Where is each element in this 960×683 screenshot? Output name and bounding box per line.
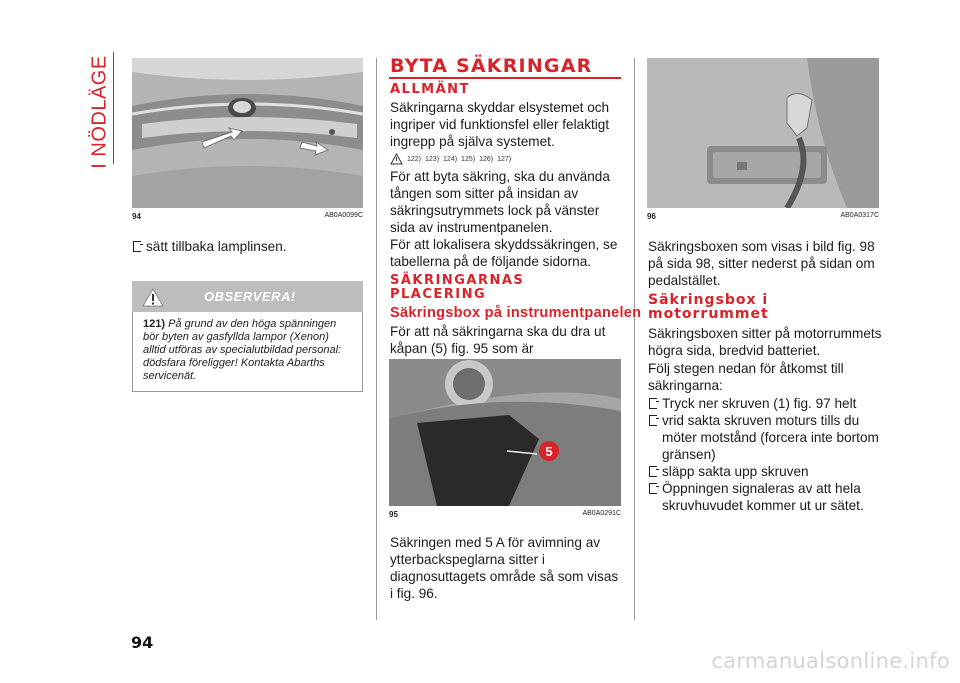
step-text: släpp sakta upp skruven: [662, 464, 809, 479]
figure-96-image: [647, 58, 879, 208]
section-tab: [88, 52, 112, 172]
step-text: Öppningen signaleras av att hela skruvhuvudet kommer ut ur sätet.: [662, 481, 864, 513]
paragraph: Säkringsboxen som visas i bild fig. 98 på sida 98, sitter nederst på sidan om pedalstället.: [648, 239, 875, 288]
step-item: [132, 238, 367, 255]
section-tab-rule: [113, 52, 114, 164]
figure-number: 94: [132, 212, 141, 221]
step-text: sätt tillbaka lamplinsen.: [146, 239, 287, 254]
step-text: Tryck ner skruven (1) fig. 97 helt: [662, 396, 857, 411]
subheading-motorrum: Säkringsbox i motorrummet: [648, 292, 769, 322]
paragraph: Säkringen med 5 A för avimning av ytterbackspeglarna sitter i diagnosuttagets område så som visas i fig. 96.: [390, 535, 619, 601]
figure-94-caption: [132, 212, 363, 221]
warning-title: OBSERVERA!: [204, 289, 296, 304]
ref: 122): [407, 155, 422, 163]
checkbox-bullet-icon: [649, 466, 657, 477]
callout-5: 5: [545, 444, 553, 459]
figure-94-image: [132, 58, 363, 208]
page-number: 94: [131, 633, 154, 652]
paragraph: För att nå säkringarna ska du dra ut kåpan (5) fig. 95 som är: [390, 324, 606, 356]
section-tab-label: I NÖDLÄGE: [88, 55, 111, 169]
warning-body: [132, 312, 363, 392]
step-item: [648, 412, 884, 463]
column-divider: [634, 58, 635, 620]
ref: 123): [425, 155, 440, 163]
step-item: [648, 463, 884, 480]
warning-text: På grund av den höga spänningen bör byten av gasfyllda lampor (Xenon) alltid utföras av specialutbildad personal: dödsfara föreligger! Kontakta Abarths servicenät.: [143, 318, 342, 382]
paragraph: För att lokalisera skyddssäkringen, se tabellerna på de följande sidorna.: [390, 237, 618, 269]
checkbox-bullet-icon: [133, 241, 141, 252]
paragraph: Följ stegen nedan för åtkomst till säkringarna:: [648, 361, 844, 393]
figure-96-caption: [647, 212, 879, 221]
subheading-allmant: ALLMÄNT: [390, 82, 470, 97]
figure-number: 95: [389, 510, 398, 519]
checkbox-bullet-icon: [649, 415, 657, 426]
step-text: vrid sakta skruven moturs tills du möter motstånd (forcera inte bortom gränsen): [662, 413, 879, 462]
paragraph: För att byta säkring, ska du använda tången som sitter på insidan av säkringsutrymmets lock på vänster sida av instrumentpanelen.: [390, 169, 610, 235]
figure-code: AB0A0291C: [582, 510, 621, 517]
ref: 127): [497, 155, 512, 163]
heading-rule: [389, 77, 621, 79]
figure-code: AB0A0317C: [840, 212, 879, 219]
paragraph: Säkringsboxen sitter på motorrummets högra sida, bredvid batteriet.: [648, 326, 882, 358]
paragraph: Säkringarna skyddar elsystemet och ingriper vid funktionsfel eller felaktigt ingrepp på själva systemet.: [390, 100, 610, 149]
step-item: [648, 480, 884, 514]
warning-triangle-icon: [142, 287, 164, 307]
warning-ref: 121): [143, 318, 166, 330]
figure-number: 96: [647, 212, 656, 221]
figure-code: AB0A0099C: [324, 212, 363, 219]
step-item: [648, 395, 884, 412]
watermark: carmanualsonline.info: [711, 649, 950, 673]
checkbox-bullet-icon: [649, 483, 657, 494]
warning-triangle-icon: [390, 153, 403, 165]
warning-header: [132, 281, 363, 312]
warning-refs: [390, 153, 511, 165]
subheading-instrumentpanel: Säkringsbox på instrumentpanelen: [390, 305, 642, 321]
figure-95-caption: [389, 510, 621, 519]
step-list: [648, 395, 884, 514]
section-heading: BYTA SÄKRINGAR: [390, 55, 593, 77]
ref: 125): [461, 155, 476, 163]
checkbox-bullet-icon: [649, 398, 657, 409]
column-divider: [376, 58, 377, 620]
subheading-placering: SÄKRINGARNAS PLACERING: [390, 273, 525, 302]
ref: 124): [443, 155, 458, 163]
figure-95-image: [389, 359, 621, 506]
ref: 126): [479, 155, 494, 163]
